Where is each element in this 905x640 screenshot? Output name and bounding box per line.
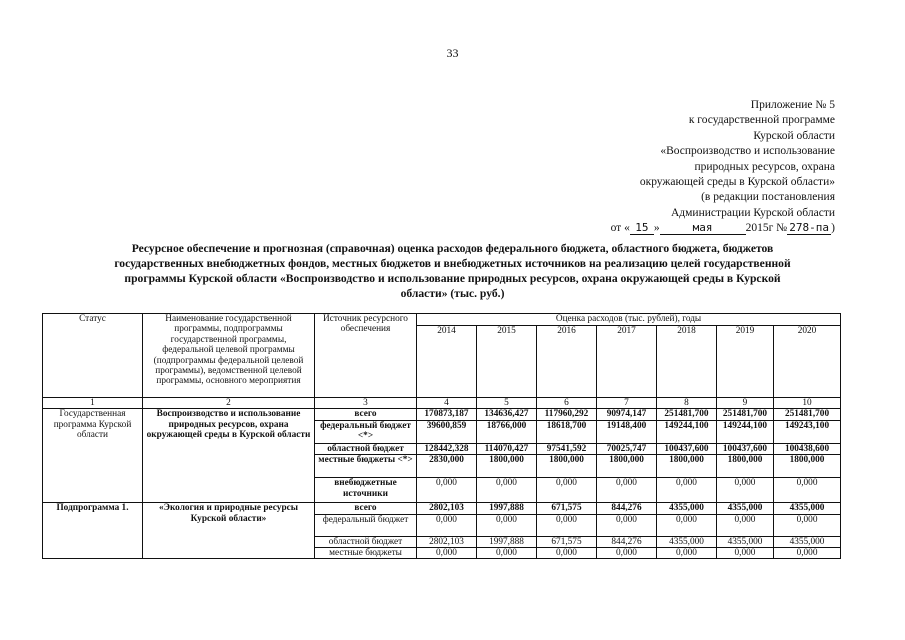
group-name: «Экология и природные ресурсы Курской области» <box>143 503 315 559</box>
value-cell: 149243,100 <box>774 420 841 443</box>
title-line: Ресурсное обеспечение и прогнозная (справочная) оценка расходов федерального бюджета, областного бюджета, бюджетов <box>131 242 774 255</box>
value-cell: 114070,427 <box>477 443 537 454</box>
value-cell: 1997,888 <box>477 536 537 547</box>
header-status: Статус <box>43 314 143 398</box>
header-year: 2017 <box>597 326 657 398</box>
value-cell: 149244,100 <box>717 420 774 443</box>
source-cell: всего <box>315 409 417 420</box>
index-cell: 8 <box>657 398 717 409</box>
value-cell: 0,000 <box>537 548 597 559</box>
header-year: 2019 <box>717 326 774 398</box>
header-year: 2015 <box>477 326 537 398</box>
value-cell: 128442,328 <box>417 443 477 454</box>
document-title <box>60 241 845 301</box>
appendix-date-line <box>560 221 835 236</box>
title-line: государственных внебюджетных фондов, местных бюджетов и внебюджетных источников на реализацию целей государственной <box>114 257 791 270</box>
date-year-label: 2015г № <box>745 222 788 235</box>
value-cell: 2802,103 <box>417 503 477 514</box>
value-cell: 671,575 <box>537 536 597 547</box>
value-cell: 1800,000 <box>657 455 717 478</box>
value-cell: 100437,600 <box>657 443 717 454</box>
value-cell: 0,000 <box>774 478 841 503</box>
header-year: 2020 <box>774 326 841 398</box>
value-cell: 844,276 <box>597 536 657 547</box>
value-cell: 18618,700 <box>537 420 597 443</box>
value-cell: 844,276 <box>597 503 657 514</box>
value-cell: 100437,600 <box>717 443 774 454</box>
appendix-line: Курской области <box>753 129 835 142</box>
source-cell: федеральный бюджет <box>315 514 417 536</box>
index-cell: 6 <box>537 398 597 409</box>
value-cell: 0,000 <box>597 514 657 536</box>
appendix-line: «Воспроизводство и использование <box>660 145 835 158</box>
appendix-line: Администрации Курской области <box>671 206 835 219</box>
value-cell: 4355,000 <box>657 503 717 514</box>
appendix-line: окружающей среды в Курской области» <box>639 176 835 189</box>
value-cell: 18766,000 <box>477 420 537 443</box>
value-cell: 251481,700 <box>717 409 774 420</box>
page-number: 33 <box>446 46 459 60</box>
value-cell: 251481,700 <box>774 409 841 420</box>
value-cell: 0,000 <box>597 478 657 503</box>
table-row <box>43 409 841 420</box>
header-year: 2016 <box>537 326 597 398</box>
value-cell: 1800,000 <box>774 455 841 478</box>
value-cell: 170873,187 <box>417 409 477 420</box>
date-day: 15 <box>630 222 654 235</box>
source-cell: всего <box>315 503 417 514</box>
value-cell: 97541,592 <box>537 443 597 454</box>
appendix-header <box>560 98 835 237</box>
value-cell: 4355,000 <box>717 536 774 547</box>
value-cell: 4355,000 <box>657 536 717 547</box>
header-year: 2018 <box>657 326 717 398</box>
header-estimate: Оценка расходов (тыс. рублей), годы <box>417 314 841 326</box>
value-cell: 1800,000 <box>537 455 597 478</box>
index-cell: 7 <box>597 398 657 409</box>
value-cell: 4355,000 <box>774 536 841 547</box>
value-cell: 0,000 <box>774 514 841 536</box>
value-cell: 70025,747 <box>597 443 657 454</box>
value-cell: 0,000 <box>537 478 597 503</box>
date-day-close: » <box>653 222 660 235</box>
source-cell: областной бюджет <box>315 536 417 547</box>
value-cell: 0,000 <box>717 478 774 503</box>
source-cell: внебюджетные источники <box>315 478 417 503</box>
value-cell: 671,575 <box>537 503 597 514</box>
date-prefix: от « <box>610 222 630 235</box>
date-month: мая <box>660 222 746 235</box>
index-cell: 1 <box>43 398 143 409</box>
value-cell: 0,000 <box>417 548 477 559</box>
appendix-line: природных ресурсов, охрана <box>694 160 835 173</box>
value-cell: 4355,000 <box>717 503 774 514</box>
value-cell: 0,000 <box>657 548 717 559</box>
header-source: Источник ресурсного обеспечения <box>315 314 417 398</box>
value-cell: 1800,000 <box>597 455 657 478</box>
index-cell: 4 <box>417 398 477 409</box>
index-cell: 5 <box>477 398 537 409</box>
source-cell: федеральный бюджет <*> <box>315 420 417 443</box>
value-cell: 0,000 <box>477 478 537 503</box>
value-cell: 2830,000 <box>417 455 477 478</box>
value-cell: 0,000 <box>597 548 657 559</box>
value-cell: 1800,000 <box>717 455 774 478</box>
value-cell: 0,000 <box>774 548 841 559</box>
source-cell: местные бюджеты <*> <box>315 455 417 478</box>
header-name: Наименование государственной программы, подпрограммы государственной программы, федеральной целевой программы (подпрограммы федеральной целевой программы), ведомственной целевой программы, основного мероприятия <box>143 314 315 398</box>
value-cell: 1800,000 <box>477 455 537 478</box>
source-cell: местные бюджеты <box>315 548 417 559</box>
value-cell: 0,000 <box>657 478 717 503</box>
value-cell: 0,000 <box>417 478 477 503</box>
value-cell: 19148,400 <box>597 420 657 443</box>
value-cell: 0,000 <box>477 548 537 559</box>
value-cell: 117960,292 <box>537 409 597 420</box>
source-cell: областной бюджет <box>315 443 417 454</box>
value-cell: 251481,700 <box>657 409 717 420</box>
appendix-line: (в редакции постановления <box>701 191 835 204</box>
value-cell: 149244,100 <box>657 420 717 443</box>
index-cell: 9 <box>717 398 774 409</box>
header-year: 2014 <box>417 326 477 398</box>
value-cell: 0,000 <box>417 514 477 536</box>
group-status: Государственная программа Курской области <box>43 409 143 503</box>
value-cell: 100438,600 <box>774 443 841 454</box>
value-cell: 90974,147 <box>597 409 657 420</box>
title-line: программы Курской области «Воспроизводство и использование природных ресурсов, охрана окружающей среды в Курской <box>124 272 781 285</box>
group-name: Воспроизводство и использование природных ресурсов, охрана окружающей среды в Курской области <box>143 409 315 503</box>
table-row <box>43 503 841 514</box>
value-cell: 0,000 <box>477 514 537 536</box>
value-cell: 0,000 <box>657 514 717 536</box>
value-cell: 0,000 <box>537 514 597 536</box>
index-cell: 3 <box>315 398 417 409</box>
date-close-paren: ) <box>831 222 835 235</box>
resource-table <box>42 313 841 559</box>
index-cell: 10 <box>774 398 841 409</box>
value-cell: 2802,103 <box>417 536 477 547</box>
value-cell: 39600,859 <box>417 420 477 443</box>
group-status: Подпрограмма 1. <box>43 503 143 559</box>
title-line: области» (тыс. руб.) <box>400 287 505 300</box>
value-cell: 1997,888 <box>477 503 537 514</box>
appendix-line: к государственной программе <box>688 114 835 127</box>
value-cell: 134636,427 <box>477 409 537 420</box>
value-cell: 0,000 <box>717 548 774 559</box>
index-cell: 2 <box>143 398 315 409</box>
value-cell: 0,000 <box>717 514 774 536</box>
decree-number: 278-па <box>787 222 831 235</box>
value-cell: 4355,000 <box>774 503 841 514</box>
appendix-line: Приложение № 5 <box>750 99 835 111</box>
